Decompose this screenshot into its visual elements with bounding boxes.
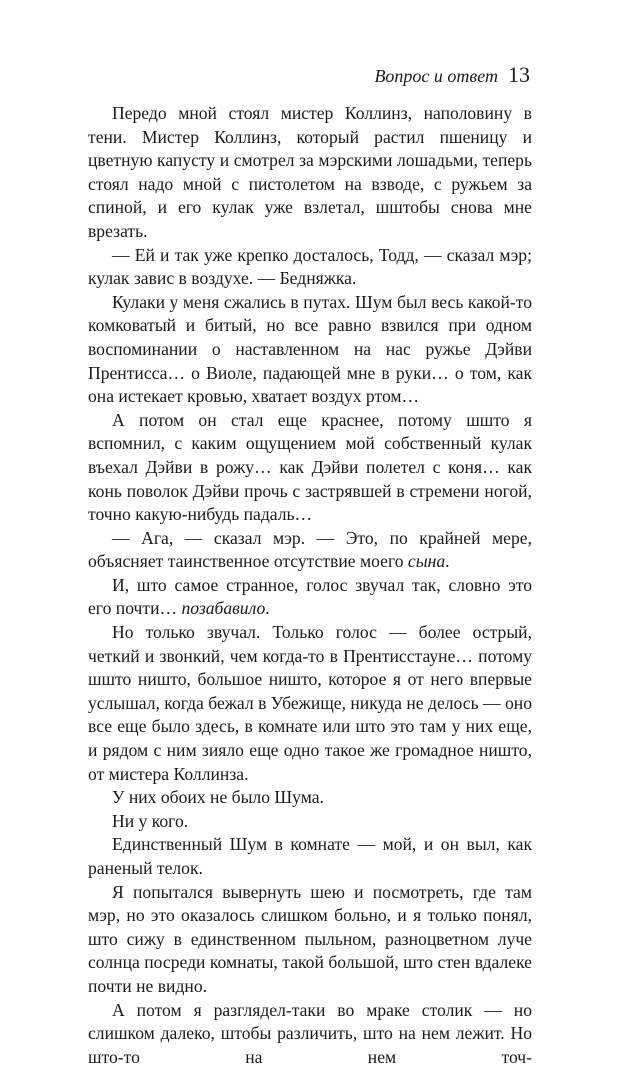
paragraph <box>88 574 532 621</box>
paragraph-emphasis: сына <box>407 551 446 572</box>
paragraph-text: — Ага, — сказал мэр. — Это, по крайней мере, объясняет таинственное отсутствие моего <box>88 527 532 572</box>
paragraph: Ни у кого. <box>112 810 189 831</box>
paragraph: У них обоих не было Шума. <box>112 787 324 808</box>
paragraph-text: И, што самое странное, голос звучал так, словно это его почти… <box>88 574 532 619</box>
chapter-title: Вопрос и ответ <box>374 66 498 86</box>
paragraph: Но только звучал. Только голос — более острый, четкий и звонкий, чем когда-то в Прентисстауне… потому шшто ништо, большое ништо, которое я от него впервые услышал, когда бежал в Убежище, никуда не делось — оно все еще было здесь, в комнате или што это там у них еще, и рядом с ним зияло еще одно такое же громадное ништо, от мистера Коллинза. <box>88 622 532 784</box>
paragraph: Я попытался вывернуть шею и посмотреть, где там мэр, но это оказалось слишком больно, и я только понял, што сижу в единственном пыльном, разноцветном луче солнца посреди комнаты, такой большой, што стен вдалеке почти не видно. <box>88 881 532 996</box>
paragraph: Кулаки у меня сжались в путах. Шум был весь какой-то комковатый и битый, но все равно взвился при одном воспоминании о наставленном на нас ружье Дэйви Прентисса… о Виоле, падающей мне в руки… о том, как она истекает кровью, хватает воздух ртом… <box>88 291 532 407</box>
running-header <box>374 62 530 88</box>
paragraph: А потом я разглядел-таки во мраке столик — но слишком далеко, штобы различить, што на нем лежит. Но што-то на нем точ- <box>88 999 532 1067</box>
body-text <box>88 102 532 1069</box>
page-number: 13 <box>508 62 530 87</box>
paragraph: Передо мной стоял мистер Коллинз, наполовину в тени. Мистер Коллинз, который растил пшеницу и цветную капусту и смотрел за мэрскими лошадьми, теперь стоял надо мной с пистолетом на взводе, с ружьем за спиной, и его кулак уже взлетал, шштобы снова мне врезать. <box>88 103 532 241</box>
paragraph-emphasis: позабавило <box>181 598 266 619</box>
paragraph: Единственный Шум в комнате — мой, и он выл, как раненый телок. <box>88 834 532 878</box>
paragraph <box>88 527 532 574</box>
paragraph-text: . <box>265 598 270 619</box>
paragraph: — Ей и так уже крепко досталось, Тодд, — сказал мэр; кулак завис в воздухе. — Бедняжка. <box>88 244 532 289</box>
paragraph: А потом он стал еще краснее, потому шшто я вспомнил, с каким ощущением мой собственный кулак въехал Дэйви в рожу… как Дэйви полетел с коня… как конь поволок Дэйви прочь с застрявшей в стремени ногой, точно какую-нибудь падаль… <box>88 409 532 525</box>
paragraph-text: . <box>445 551 450 572</box>
